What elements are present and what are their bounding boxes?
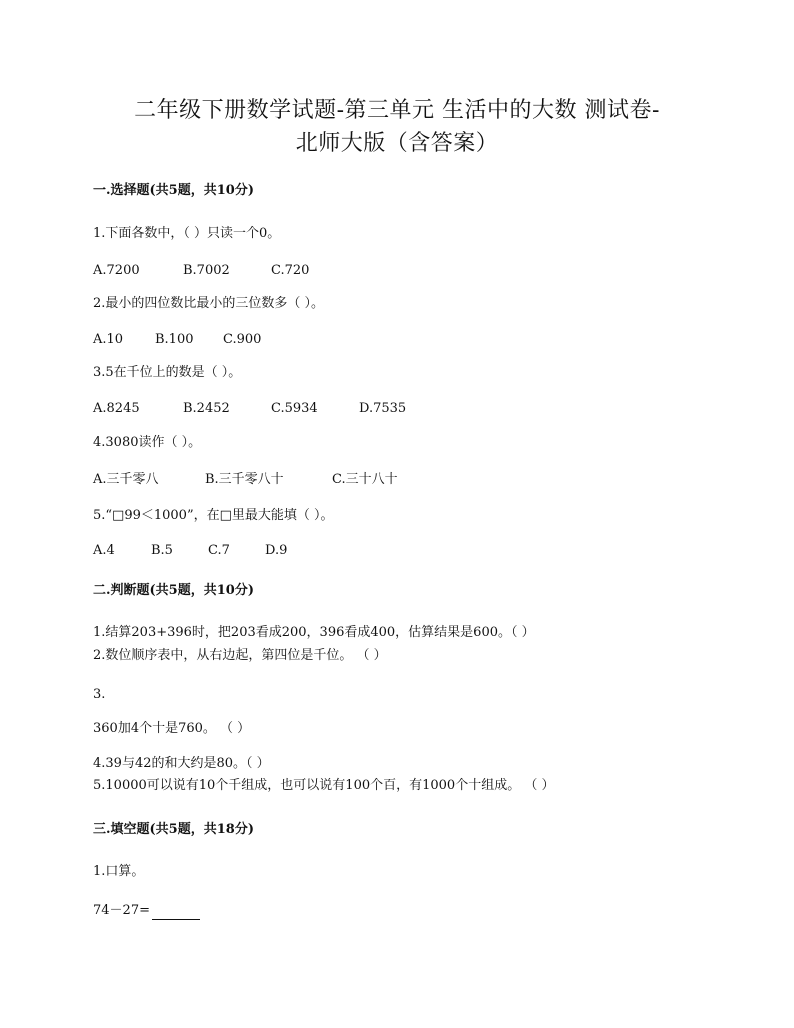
option-b: B.5 [151,543,173,558]
choice-question-5: 5.“□99＜1000”，在□里最大能填（ ）。 [93,508,334,523]
option-d: D.7535 [359,401,407,416]
choice-options-4 [93,471,398,489]
option-d: D.9 [265,543,288,558]
choice-question-2: 2.最小的四位数比最小的三位数多（ ）。 [93,296,325,311]
choice-question-4: 4.3080读作（ ）。 [93,435,202,450]
fill-question-1: 1.口算。 [93,864,145,879]
option-a: A.10 [93,332,124,347]
option-c: C.7 [208,543,230,558]
expression-text: 74－27= [93,903,150,918]
option-b: B.2452 [183,401,230,416]
choice-options-2 [93,331,261,349]
judge-question-5: 5.10000可以说有10个千组成，也可以说有100个百，有1000个十组成。 （ ） [93,778,555,793]
choice-question-3: 3.5在千位上的数是（ ）。 [93,365,242,380]
choice-question-1: 1.下面各数中，（ ）只读一个0。 [93,226,281,241]
judge-question-2: 2.数位顺序表中，从右边起，第四位是千位。 （ ） [93,648,387,663]
option-a: A.4 [93,543,115,558]
option-c: C.三十八十 [332,472,398,487]
option-c: C.900 [223,332,262,347]
answer-blank [152,905,200,920]
section-heading-choice: 一.选择题(共5题，共10分) [93,183,254,198]
page-title-line1: 二年级下册数学试题-第三单元 生活中的大数 测试卷- [134,98,660,123]
option-a: A.三千零八 [93,472,159,487]
fill-expression [93,902,200,920]
choice-options-1 [93,262,309,280]
option-a: A.8245 [93,401,140,416]
judge-question-1: 1.结算203+396时，把203看成200，396看成400，估算结果是600。（ ） [93,625,535,640]
option-c: C.720 [271,263,310,278]
choice-options-5 [93,542,287,560]
judge-question-4: 4.39与42的和大约是80。（ ） [93,756,270,771]
option-b: B.三千零八十 [205,472,284,487]
option-c: C.5934 [271,401,318,416]
page-title-line2: 北师大版（含答案） [295,131,499,156]
option-b: B.7002 [183,263,230,278]
section-heading-fill: 三.填空题(共5题，共18分) [93,822,254,837]
judge-question-3-number: 3. [93,687,106,702]
choice-options-3 [93,400,406,418]
section-heading-judge: 二.判断题(共5题，共10分) [93,583,254,598]
option-a: A.7200 [93,263,140,278]
option-b: B.100 [155,332,194,347]
judge-question-3-text: 360加4个十是760。 （ ） [93,721,251,736]
